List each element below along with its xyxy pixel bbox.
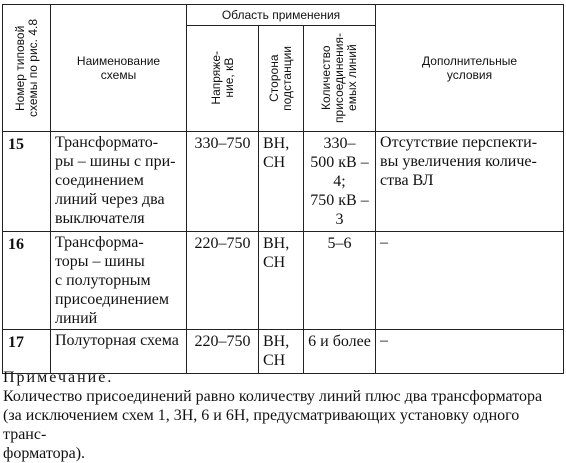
- row-count: 6 и более: [304, 330, 376, 374]
- row-count: 5–6: [304, 232, 376, 330]
- note-text: Количество присоединений равно количеству линий плюс два трансформатора (за исключением схем 1, 3Н, 6 и 6Н, предусматривающих установку одного транс- форматора).: [3, 388, 543, 462]
- table-note: [3, 368, 563, 463]
- header-count: [304, 26, 376, 132]
- row-side: ВН, СН: [259, 232, 304, 330]
- row-count: 330– 500 кВ – 4; 750 кВ – 3: [304, 132, 376, 232]
- row-side: ВН, СН: [259, 330, 304, 374]
- header-number-label: Номер типовой схемы по рис. 4.8: [12, 19, 40, 117]
- header-extra: Дополнительные условия: [376, 5, 564, 132]
- row-extra: –: [376, 232, 564, 330]
- header-side-label: Сторона подстанции: [267, 45, 294, 111]
- header-side: [259, 26, 304, 132]
- row-extra: Отсутствие перспекти- вы увеличения количе- ства ВЛ: [376, 132, 564, 232]
- header-area: Область применения: [187, 5, 376, 26]
- row-number: 15: [3, 132, 51, 232]
- row-extra: –: [376, 330, 564, 374]
- header-count-label: Количество присоединения- емых линий: [319, 33, 359, 123]
- header-voltage: [187, 26, 259, 132]
- schemes-table: [2, 4, 564, 374]
- table-row: [3, 330, 564, 374]
- row-name: Полуторная схема: [51, 330, 187, 374]
- row-name: Трансформато- ры – шины с при- соединением линий через два выключателя: [51, 132, 187, 232]
- row-number: 16: [3, 232, 51, 330]
- row-number: 17: [3, 330, 51, 374]
- row-voltage: 220–750: [187, 330, 259, 374]
- row-voltage: 220–750: [187, 232, 259, 330]
- header-number: [3, 5, 51, 132]
- header-name: Наименование схемы: [51, 5, 187, 132]
- note-title: Примечание.: [3, 369, 114, 386]
- table-row: [3, 132, 564, 232]
- header-voltage-label: Напряже- ние, кВ: [208, 51, 236, 105]
- row-voltage: 330–750: [187, 132, 259, 232]
- row-name: Трансформа- торы – шины с полуторным присоединением линий: [51, 232, 187, 330]
- row-side: ВН, СН: [259, 132, 304, 232]
- table-row: [3, 232, 564, 330]
